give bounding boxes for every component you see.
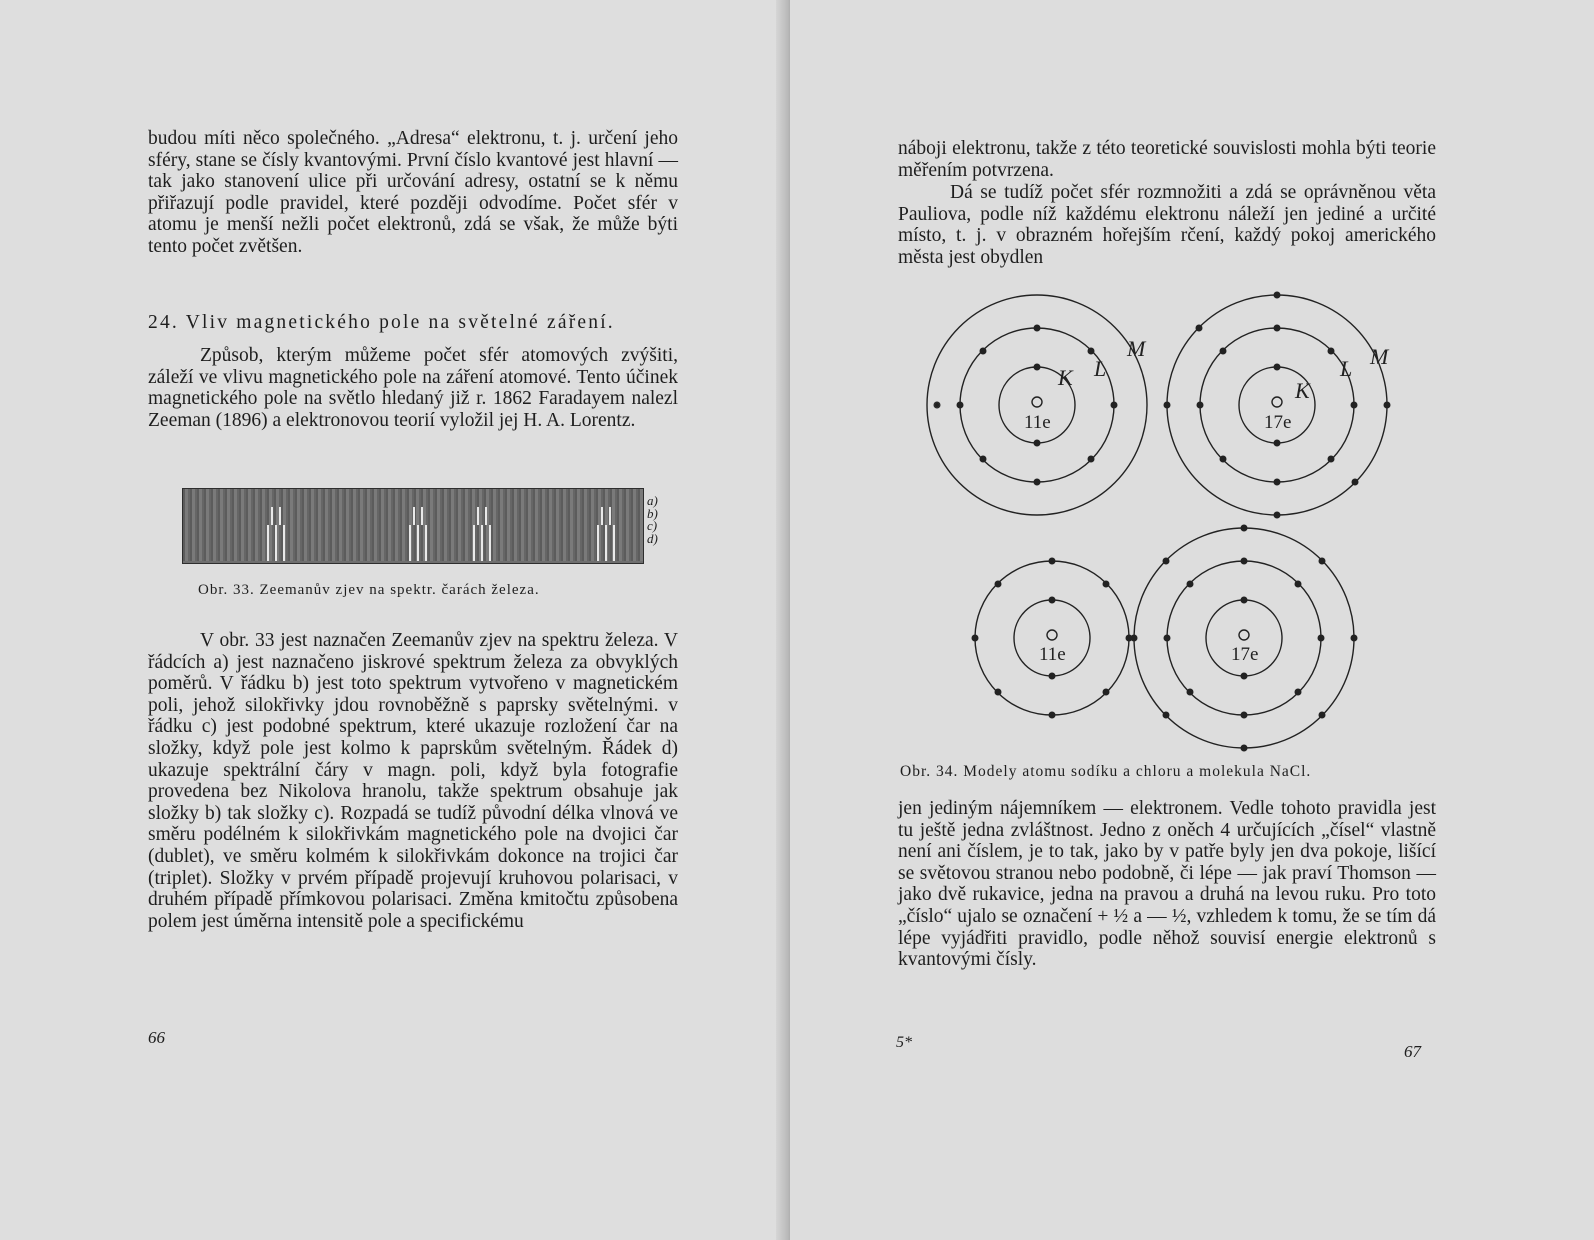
left-paragraph-2-text: Způsob, kterým můžeme počet sfér atomových zvýšiti, záleží ve vlivu magnetického pole na záření atomové. Tento účinek magnetického pole na světlo hledaný již r. 1862 Faradayem nalezl Zeeman (1896) a elektronovou teorií vyložil jej H. A. Lorentz. xyxy=(148,345,678,431)
spectrum-row-c xyxy=(183,525,643,543)
page-number-right: 67 xyxy=(1404,1042,1421,1061)
right-paragraph-2 xyxy=(898,182,1436,268)
molecule-chlorine-nucleus-label: 17e xyxy=(1231,644,1259,665)
zeeman-spectrum-figure xyxy=(182,488,644,564)
left-paragraph-1 xyxy=(148,128,678,258)
right-page xyxy=(790,0,1594,1240)
section-heading: 24. Vliv magnetického pole na světelné záření. xyxy=(148,312,615,333)
right-paragraph-3-text: jen jediným nájemníkem — elektronem. Vedle tohoto pravidla jest tu ještě jedna zvláštnost. Jedno z oněch 4 určujících „čísel“ vlastně není ani číslem, je to tak, jako by v patře byly jen dva pokoje, lišící se světovou stranou nebo podobně, či lépe — jak praví Thomson — jako dvě rukavice, jedna na pravou a druhá na levou ruku. Pro toto „číslo“ ujalo se označení + ½ a — ½, vzhledem k tomu, že se tím dá lépe vyjádřiti pravidlo, podle něhož souvisí energie elektronů s kvantovými čísly. xyxy=(898,798,1436,971)
chlorine-shell-label-k: K xyxy=(1295,378,1310,403)
figure-34-caption: Obr. 34. Modely atomu sodíku a chloru a molekula NaCl. xyxy=(900,763,1312,780)
right-paragraph-2-text: Dá se tudíž počet sfér rozmnožiti a zdá se oprávněnou věta Pauliova, podle níž každému elektronu náleží jen jediné a určité místo, t. j. v obrazném hořejším rčení, každý pokoj amerického města jest obydlen xyxy=(898,182,1436,268)
figure-33-caption: Obr. 33. Zeemanův zjev na spektr. čarách železa. xyxy=(198,582,540,598)
right-paragraph-1-text: náboji elektronu, takže z této teoretické souvislosti mohla býti teorie měřením potvrzena. xyxy=(898,138,1436,181)
molecule-sodium-nucleus-label: 11e xyxy=(1039,644,1066,665)
spectrum-label-b: b) xyxy=(647,505,658,521)
spectrum-row-d xyxy=(183,543,643,561)
left-paragraph-3 xyxy=(148,630,678,932)
chlorine-nucleus-label: 17e xyxy=(1264,412,1292,433)
chlorine-shell-label-m: M xyxy=(1370,344,1389,369)
left-paragraph-3-text: V obr. 33 jest naznačen Zeemanův zjev na spektru železa. V řádcích a) jest naznačeno jiskrové spektrum železa za obvyklých poměrů. V řádku b) jest toto spektrum vytvořeno v magnetickém poli, jehož silokřivky jdou rovnoběžně s paprsky světelnými. v řádku c) jest podobné spektrum, které ukazuje rozložení čar na složky, když pole jest kolmo k paprskům světelným. Řádek d) ukazuje spektrální čáry v magn. poli, když byla fotografie provedena bez Nikolova hranolu, takže spektrum obsahuje jak složky b) tak složky c). Rozpadá se tudíž původní délka vlnová ve směru podélném k silokřivkám magnetického pole na dvojici čar (dublet), ve směru kolmém k silokřivkám dokonce na trojici čar (triplet). Složky v prvém případě projevují kruhovou polarisaci, v druhém případě přímkovou polarisaci. Změna kmitočtu způsobena polem jest úměrna intensitě pole a specifickému xyxy=(148,630,678,932)
right-paragraph-3 xyxy=(898,798,1436,971)
chlorine-shell-label-l: L xyxy=(1340,356,1353,381)
left-page xyxy=(0,0,790,1240)
sodium-nucleus-label: 11e xyxy=(1024,412,1051,433)
page-number-left: 66 xyxy=(148,1028,165,1047)
signature-mark: 5* xyxy=(896,1034,912,1051)
sodium-shell-label-k: K xyxy=(1058,365,1073,390)
spectrum-label-a: a) xyxy=(647,493,658,508)
spectrum-label-c: c) xyxy=(647,518,658,533)
spectrum-row-labels xyxy=(647,495,658,545)
sodium-shell-label-l: L xyxy=(1094,356,1107,381)
right-paragraph-1 xyxy=(898,138,1436,181)
spectrum-row-b xyxy=(183,507,643,525)
atom-models-figure xyxy=(922,288,1402,758)
left-paragraph-2 xyxy=(148,345,678,431)
sodium-shell-label-m: M xyxy=(1127,336,1146,361)
spectrum-row-a xyxy=(183,489,643,507)
spectrum-label-d: d) xyxy=(647,530,658,546)
left-paragraph-1-text: budou míti něco společného. „Adresa“ elektronu, t. j. určení jeho sféry, stane se čísly kvantovými. První číslo kvantové jest hlavní — tak jako stanovení ulice při určování adresy, ostatní se k němu přiřazují podle pravidel, které později odvodíme. Počet sfér v atomu je menší nežli počet elektronů, zdá se však, že může býti tento počet zvětšen. xyxy=(148,128,678,257)
